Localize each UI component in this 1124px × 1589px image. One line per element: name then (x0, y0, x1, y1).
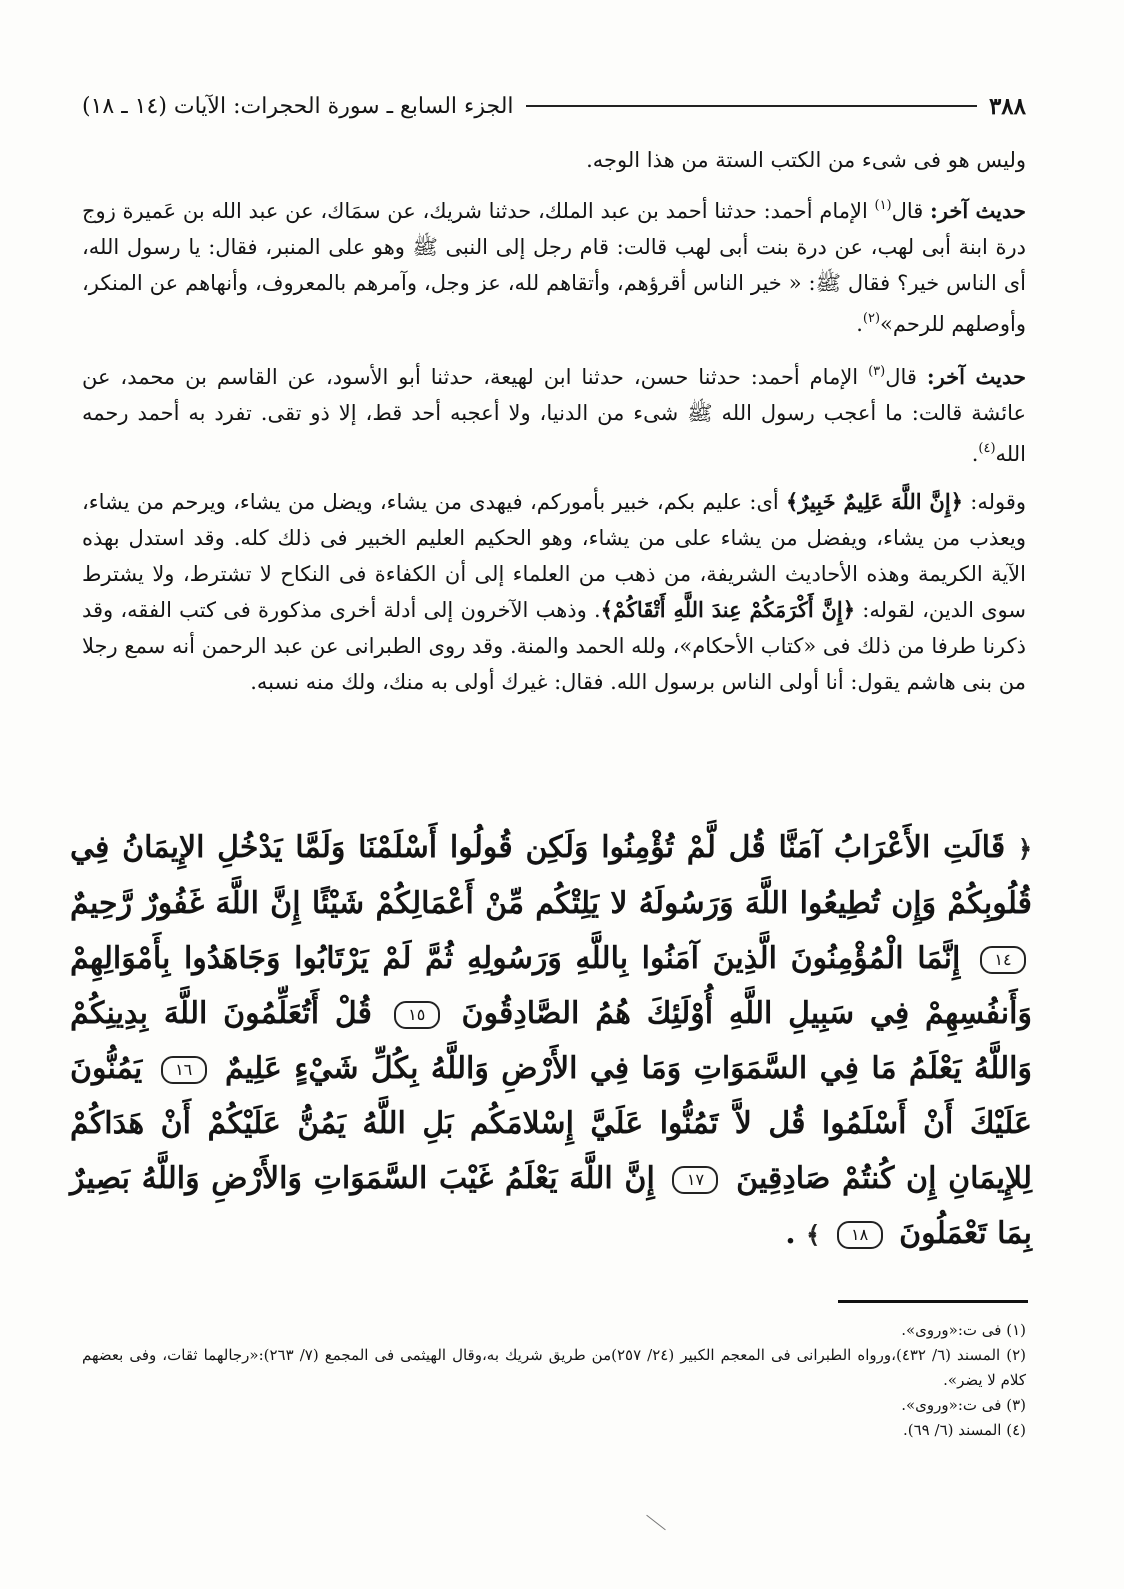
footnote-3: (٣) فى ت:«وروى». (901, 1396, 1026, 1414)
hadith-paragraph (82, 354, 1026, 472)
verse-open-bracket: ﴿ (1017, 834, 1032, 863)
paragraph-text: . وذهب الآخرون إلى أدلة أخرى مذكورة فى كتب الفقه، وقد ذكرنا طرفا من ذلك فى «كتاب الأحكام»، ولله الحمد والمنة. وقد روى الطبرانى عن عبد الرحمن أنه سمع رجلا من بنى هاشم يقول: أنا أولى الناس برسول الله. فقال: غيرك أولى به منك، ولك منه نسبه. (82, 598, 1026, 694)
paragraph-text: أى: عليم بكم، خبير بأموركم، فيهدى من يشاء، ويضل من يشاء، ويرحم من يشاء، ويعذب من يشاء، ويفضل من يشاء على من يشاء، وهو الحكيم العليم الخبير فى ذلك كله. وقد استدل بهذه الآية الكريمة وهذه الأحاديث الشريفة، من ذهب من العلماء إلى أن الكفاءة فى النكاح لا تشترط، ولا يشترط سوى الدين، لقوله: (82, 490, 1027, 622)
paragraph-text: قال (891, 199, 931, 223)
paragraph-text: وليس هو فى شىء من الكتب الستة من هذا الوجه. (586, 148, 1026, 172)
footnotes (82, 1318, 1026, 1443)
paragraph-text: . (971, 442, 979, 466)
paragraph-text: . (856, 312, 863, 336)
hadith-paragraph (82, 188, 1026, 342)
verse-text: قَالَتِ الأَعْرَابُ آمَنَّا قُل لَّمْ تُؤْمِنُوا وَلَكِن قُولُوا أَسْلَمْنَا وَلَمَّا يَدْخُلِ الإِيمَانُ فِي قُلُوبِكُمْ وَإِن تُطِيعُوا اللَّهَ وَرَسُولَهُ لا يَلِتْكُم مِّنْ أَعْمَالِكُمْ شَيْئًا إِنَّ اللَّهَ غَفُورٌ رَّحِيمٌ (70, 830, 1032, 921)
footnote-ref[interactable]: (١) (874, 198, 892, 213)
paragraph-text: وقوله: (963, 490, 1027, 514)
paragraph-text: الإمام أحمد: حدثنا حسن، حدثنا ابن لهيعة، حدثنا أبو الأسود، عن القاسم بن محمد، عن عائشة قالت: ما أعجب رسول الله ﷺ شىء من الدنيا، ولا أعجبه أحد قط، إلا ذو تقى. تفرد به أحمد رحمه الله (82, 365, 1026, 466)
verse-number-marker: ١٨ (837, 1221, 883, 1249)
footnote-ref[interactable]: (٢) (862, 311, 881, 326)
footnote-4: (٤) المسند (٦/ ٦٩). (903, 1421, 1026, 1439)
verse-close-bracket: ﴾ (806, 1220, 821, 1249)
header-rule (526, 105, 977, 107)
footnote-1: (١) فى ت:«وروى». (901, 1321, 1026, 1339)
verse-text: إِنَّ اللَّهَ يَعْلَمُ غَيْبَ السَّمَوَاتِ وَالأَرْضِ وَاللَّهُ بَصِيرٌ بِمَا تَعْمَلُونَ (70, 1161, 1032, 1251)
paragraph-text: قال (885, 365, 927, 389)
verse-text: قُلْ أَتُعَلِّمُونَ اللَّهَ بِدِينِكُمْ وَاللَّهُ يَعْلَمُ مَا فِي السَّمَوَاتِ وَمَا فِي الأَرْضِ وَاللَّهُ بِكُلِّ شَيْءٍ عَلِيمٌ (70, 996, 1032, 1086)
verse-end-period: . (785, 1216, 807, 1251)
quran-verses-block (70, 820, 1032, 1262)
verse-number-marker: ١٥ (394, 1001, 440, 1029)
hadith-heading: حديث آخر: (926, 364, 1026, 389)
footnote-ref[interactable]: (٣) (868, 364, 886, 379)
page-number: ٣٨٨ (988, 92, 1026, 120)
paragraph (82, 142, 1026, 178)
quran-quote: ﴿إِنَّ اللَّهَ عَلِيمٌ خَبِيرٌ﴾ (786, 489, 963, 514)
verse-text: إِنَّمَا الْمُؤْمِنُونَ الَّذِينَ آمَنُوا بِاللَّهِ وَرَسُولِهِ ثُمَّ لَمْ يَرْتَابُوا وَجَاهَدُوا بِأَمْوَالِهِمْ وَأَنفُسِهِمْ فِي سَبِيلِ اللَّهِ أُوْلَئِكَ هُمُ الصَّادِقُونَ (70, 941, 1032, 1031)
scan-mark (646, 1515, 666, 1531)
running-title: الجزء السابع ـ سورة الحجرات: الآيات (١٤ ـ ١٨) (82, 93, 514, 119)
commentary-paragraph (82, 484, 1026, 700)
commentary-body (82, 142, 1026, 712)
footnote-2: (٢) المسند (٦/ ٤٣٢)،ورواه الطبرانى فى المعجم الكبير (٢٤/ ٢٥٧)من طريق شريك به،وقال الهيثمى فى المجمع (٧/ ٢٦٣):«رجالهما ثقات، وفى بعضهم كلام لا يضر». (82, 1346, 1027, 1389)
footnote-separator (838, 1300, 1028, 1303)
hadith-heading: حديث آخر: (930, 198, 1026, 223)
verse-number-marker: ١٤ (980, 946, 1026, 974)
paragraph-text: الإمام أحمد: حدثنا أحمد بن عبد الملك، حدثنا شريك، عن سمَاك، عن عبد الله بن عَميرة زوج درة ابنة أبى لهب، عن درة بنت أبى لهب قالت: قام رجل إلى النبى ﷺ وهو على المنبر، فقال: يا رسول الله، أى الناس خير؟ فقال ﷺ: « خير الناس أقرؤهم، وأتقاهم لله، عز وجل، وآمرهم بالمعروف، وأنهاهم عن المنكر، وأوصلهم للرحم» (82, 199, 1026, 336)
verse-number-marker: ١٦ (161, 1056, 207, 1084)
page-header (82, 88, 1026, 124)
quran-quote: ﴿إِنَّ أَكْرَمَكُمْ عِندَ اللَّهِ أَتْقَاكُمْ﴾ (600, 597, 856, 622)
footnote-ref[interactable]: (٤) (978, 441, 996, 456)
verse-number-marker: ١٧ (672, 1166, 718, 1194)
verse-text: يَمُنُّونَ عَلَيْكَ أَنْ أَسْلَمُوا قُل لاَّ تَمُنُّوا عَلَيَّ إِسْلامَكُم بَلِ اللَّهُ يَمُنُّ عَلَيْكُمْ أَنْ هَدَاكُمْ لِلإِيمَانِ إِن كُنتُمْ صَادِقِينَ (70, 1051, 1033, 1196)
